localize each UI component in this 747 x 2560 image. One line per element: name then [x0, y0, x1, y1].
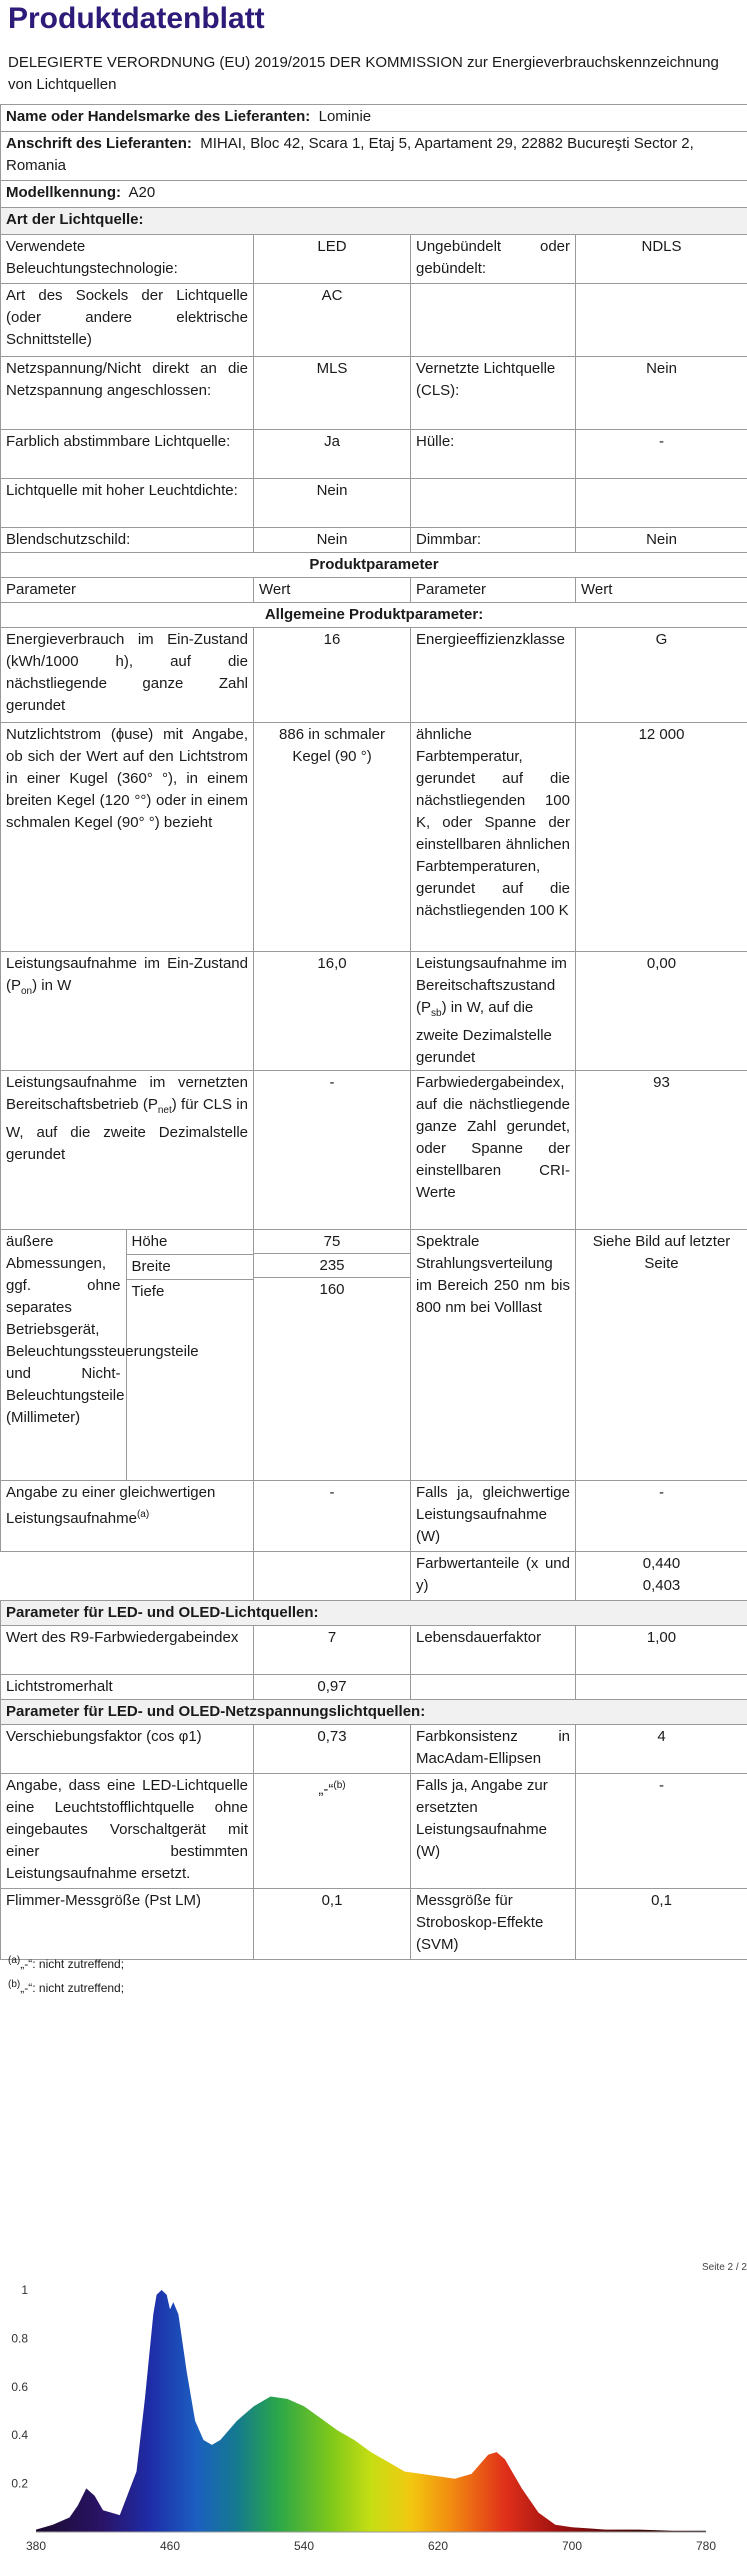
psb-value: 0,00 [576, 952, 747, 1071]
y-tick-label: 0.8 [11, 2331, 28, 2346]
undirected-label: Ungebündelt oder gebündelt: [411, 235, 576, 284]
width-label: Breite [126, 1255, 254, 1280]
footnote-a: $^{(a)}$„-“: nicht zutreffend; [8, 1955, 125, 1971]
x-tick-label: 780 [695, 2539, 717, 2553]
socket-label: Art des Sockels der Lichtquelle (oder andere elektrische Schnittstelle) [1, 284, 254, 357]
chroma-x: 0,440 [642, 1555, 681, 1572]
claim-label: Angabe, dass eine LED-Lichtquelle eine Leuchtstofflichtquelle ohne eingebautes Vorschaltgerät mit einer bestimmten Leistungsaufnahme ersetzt. [1, 1774, 254, 1889]
height-value: 75 [254, 1230, 410, 1254]
dimmable-label: Dimmbar: [411, 528, 576, 553]
page-title: Produktdatenblatt [8, 2, 265, 35]
value-header-1: Wert [254, 578, 411, 603]
glare-value: Nein [254, 528, 411, 553]
flux-label: Nutzlichtstrom (ɸuse) mit Angabe, ob sich der Wert auf den Lichtstrom in einer Kugel (360° °), in einem breiten Kegel (120 °°) oder in einem schmalen Kegel (90° °) bezieht [1, 723, 254, 952]
flicker-label: Flimmer-Messgröße (Pst LM) [1, 1889, 254, 1960]
model-label: Modellkennung: [6, 184, 121, 201]
tech-value: LED [254, 235, 411, 284]
address-row [1, 132, 747, 181]
pf-label: Verschiebungsfaktor (cos φ1) [1, 1725, 254, 1774]
mains-heading: Parameter für LED- und OLED-Netzspannungslichtquellen: [1, 1700, 747, 1725]
pf-value: 0,73 [254, 1725, 411, 1774]
y-tick-label: 0.2 [11, 2476, 28, 2491]
high-luminance-label: Lichtquelle mit hoher Leuchtdichte: [1, 479, 254, 528]
address-label: Anschrift des Lieferanten: [6, 135, 192, 152]
replace-label: Falls ja, Angabe zur ersetzten Leistungsaufnahme (W) [411, 1774, 576, 1889]
socket-value: AC [254, 284, 411, 357]
high-luminance-value: Nein [254, 479, 411, 528]
maintenance-value: 0,97 [254, 1675, 411, 1700]
energy-label: Energieverbrauch im Ein-Zustand (kWh/1000 h), auf die nächstliegende ganze Zahl gerundet [1, 628, 254, 723]
x-tick-label: 700 [561, 2539, 583, 2553]
tunable-label: Farblich abstimmbare Lichtquelle: [1, 430, 254, 479]
cct-value: 12 000 [576, 723, 747, 952]
mains-value: MLS [254, 357, 411, 430]
footnote-b: $^{(b)}$„-“: nicht zutreffend; [8, 1979, 125, 1995]
supplier-row [1, 105, 747, 132]
r9-value: 7 [254, 1626, 411, 1675]
value-header-2: Wert [576, 578, 747, 603]
chroma-value [576, 1552, 747, 1601]
depth-label: Tiefe [126, 1280, 254, 1481]
width-value: 235 [254, 1254, 410, 1278]
survival-value: 1,00 [576, 1626, 747, 1675]
led-heading: Parameter für LED- und OLED-Lichtquellen: [1, 1601, 747, 1626]
page-number: Seite 2 / 2 [701, 2262, 747, 2273]
chroma-y: 0,403 [642, 1577, 681, 1594]
envelope-label: Hülle: [411, 430, 576, 479]
svm-value: 0,1 [576, 1889, 747, 1960]
survival-label: Lebensdauerfaktor [411, 1626, 576, 1675]
param-header-2: Parameter [411, 578, 576, 603]
glare-label: Blendschutzschild: [1, 528, 254, 553]
spectral-distribution-chart [0, 2270, 747, 2560]
depth-value: 160 [319, 1281, 345, 1298]
pnet-value: - [254, 1071, 411, 1230]
macadam-label: Farbkonsistenz in MacAdam-Ellipsen [411, 1725, 576, 1774]
undirected-value: NDLS [576, 235, 747, 284]
supplier-label: Name oder Handelsmarke des Lieferanten: [6, 108, 311, 125]
y-tick-label: 1 [21, 2283, 28, 2297]
equiv-if-value: - [576, 1481, 747, 1552]
cct-label: ähnliche Farbtemperatur, gerundet auf die nächstliegenden 100 K, oder Spanne der einstellbaren ähnlichen Farbtemperaturen, gerundet auf die nächstliegenden 100 K [411, 723, 576, 952]
pon-label: Leistungsaufnahme im Ein-Zustand $(P_{on})$ in W [1, 952, 254, 1071]
pon-value: 16,0 [254, 952, 411, 1071]
cls-label: Vernetzte Lichtquelle (CLS): [411, 357, 576, 430]
energy-value: 16 [254, 628, 411, 723]
model-value: A20 [128, 184, 156, 201]
dimensions-label: äußere Abmessungen, ggf. ohne separates Betriebsgerät, Beleuchtungssteuerungsteile und Nicht-Beleuchtungsteile (Millimeter) [1, 1230, 126, 1480]
replace-value: - [576, 1774, 747, 1889]
cri-label: Farbwiedergabeindex, auf die nächstliegende ganze Zahl gerundet, oder Spanne der einstellbaren CRI-Werte [411, 1071, 576, 1230]
general-params-heading: Allgemeine Produktparameter: [1, 603, 747, 628]
pnet-label: Leistungsaufnahme im vernetzten Bereitschaftsbetrieb $(P_{net})$ für CLS in W, auf die zweite Dezimalstelle gerundet [1, 1071, 254, 1230]
psb-label: Leistungsaufnahme im Bereitschaftszustand $(P_{sb})$ in W, auf die zweite Dezimalstelle gerundet [411, 952, 576, 1071]
flux-value: 886 in schmaler Kegel (90 °) [254, 723, 411, 952]
datasheet-table [0, 104, 747, 1960]
dimensions-cell [1, 1230, 254, 1481]
x-tick-label: 460 [159, 2539, 181, 2553]
height-label: Höhe [126, 1230, 254, 1255]
macadam-value: 4 [576, 1725, 747, 1774]
energy-class-value: G [576, 628, 747, 723]
dimensions-table [1, 1230, 254, 1480]
equiv-value: - [254, 1481, 411, 1552]
spd-value: Siehe Bild auf letzter Seite [576, 1230, 747, 1481]
claim-value: „-“$^{(b)}$ [254, 1774, 411, 1889]
tunable-value: Ja [254, 430, 411, 479]
cls-value: Nein [576, 357, 747, 430]
supplier-value: Lominie [318, 108, 372, 125]
svm-label: Messgröße für Stroboskop-Effekte (SVM) [411, 1889, 576, 1960]
y-tick-label: 0.4 [11, 2428, 28, 2443]
regulation-subtitle: DELEGIERTE VERORDNUNG (EU) 2019/2015 DER KOMMISSION zur Energieverbrauchskennzeichnung von Lichtquellen [8, 54, 719, 93]
cri-value: 93 [576, 1071, 747, 1230]
x-tick-label: 380 [25, 2539, 47, 2553]
mains-label: Netzspannung/Nicht direkt an die Netzspannung angeschlossen: [1, 357, 254, 430]
maintenance-label: Lichtstromerhalt [1, 1675, 254, 1700]
param-header-1: Parameter [1, 578, 254, 603]
chroma-label: Farbwertanteile (x und y) [411, 1552, 576, 1601]
spd-label: Spektrale Strahlungsverteilung im Bereich 250 nm bis 800 nm bei Volllast [411, 1230, 576, 1481]
address-value: MIHAI, Bloc 42, Scara 1, Etaj 5, Apartament 29, 22882 Bucureşti Sector 2, Romania [6, 135, 694, 174]
model-row [1, 181, 747, 208]
equiv-if-label: Falls ja, gleichwertige Leistungsaufnahme (W) [411, 1481, 576, 1552]
dimmable-value: Nein [576, 528, 747, 553]
product-params-heading: Produktparameter [1, 553, 747, 578]
r9-label: Wert des R9-Farbwiedergabeindex [1, 1626, 254, 1675]
x-tick-label: 540 [293, 2539, 315, 2553]
spectrum-area [36, 2290, 706, 2532]
envelope-value: - [576, 430, 747, 479]
y-tick-label: 0.6 [11, 2379, 28, 2394]
energy-class-label: Energieeffizienzklasse [411, 628, 576, 723]
light-source-heading: Art der Lichtquelle: [1, 208, 747, 235]
equiv-label: Angabe zu einer gleichwertigen Leistungsaufnahme$^{(a)}$ [1, 1481, 254, 1552]
dimensions-values-cell [254, 1230, 411, 1481]
flicker-value: 0,1 [254, 1889, 411, 1960]
tech-label: Verwendete Beleuchtungstechnologie: [1, 235, 254, 284]
x-tick-label: 620 [427, 2539, 449, 2553]
